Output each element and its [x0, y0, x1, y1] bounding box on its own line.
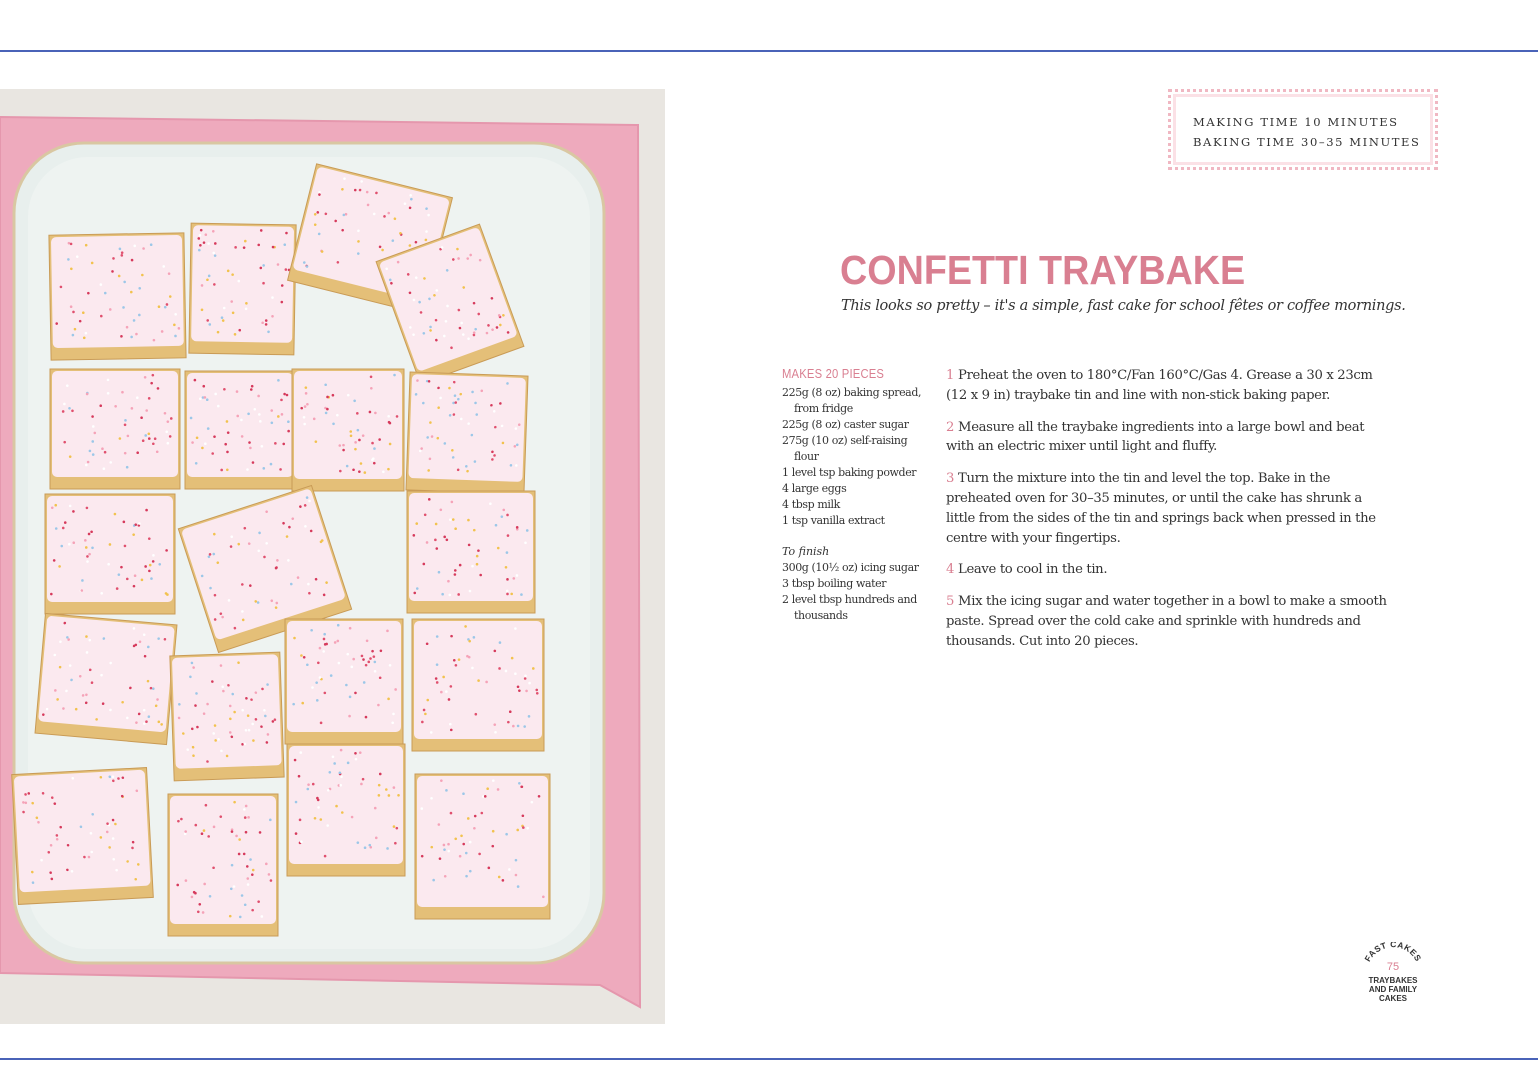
step-number: 5: [946, 594, 955, 610]
making-time: MAKING TIME 10 MINUTES: [1193, 115, 1399, 129]
ingredient-item: 4 tbsp milk: [782, 498, 840, 511]
cake-piece: [407, 491, 535, 613]
cake-piece: [415, 774, 550, 919]
step-text: Preheat the oven to 180°C/Fan 160°C/Gas 4. Grease a 30 x 23cm (12 x 9 in) traybake tin and line with non-stick baking paper.: [946, 368, 1373, 403]
page-number: 75: [1386, 961, 1400, 973]
to-finish-heading: To finish: [782, 545, 830, 558]
baking-time: BAKING TIME 30–35 MINUTES: [1193, 135, 1421, 149]
cake-piece: [168, 794, 278, 936]
top-rule: [0, 50, 1538, 52]
section-badge: [1360, 942, 1426, 1003]
section-label: TRAYBAKES AND FAMILY CAKES: [1368, 976, 1418, 1003]
ingredient-item: 4 large eggs: [782, 482, 847, 495]
method-step: [946, 469, 1391, 548]
step-number: 3: [946, 471, 955, 487]
cake-piece: [412, 619, 544, 751]
cake-piece: [406, 372, 528, 494]
finish-ingredient-list: [782, 560, 932, 624]
ingredient-item: 1 tsp vanilla extract: [782, 514, 885, 527]
method-step: [946, 366, 1391, 406]
ingredient-item: 2 level tbsp hundreds and thousands: [782, 593, 917, 622]
ingredient-list: [782, 385, 932, 529]
method-step: [946, 592, 1391, 651]
bottom-rule: [0, 1058, 1538, 1060]
ingredient-item: 3 tbsp boiling water: [782, 577, 887, 590]
ingredients-column: [782, 367, 932, 624]
badge-arc-text: FAST CAKES: [1362, 942, 1424, 964]
step-text: Leave to cool in the tin.: [958, 562, 1108, 578]
step-number: 4: [946, 562, 955, 578]
recipe-title: CONFETTI TRAYBAKE: [840, 247, 1246, 293]
cake-piece: [292, 369, 404, 491]
cake-piece: [45, 494, 175, 614]
step-number: 2: [946, 419, 955, 435]
ingredient-item: 300g (10½ oz) icing sugar: [782, 561, 919, 574]
ingredient-item: 225g (8 oz) baking spread, from fridge: [782, 386, 922, 415]
makes-label: MAKES 20 PIECES: [782, 367, 885, 381]
cake-piece: [285, 619, 403, 744]
step-number: 1: [946, 368, 955, 383]
ingredient-item: 1 level tsp baking powder: [782, 466, 917, 479]
ingredient-item: 225g (8 oz) caster sugar: [782, 418, 909, 431]
cake-piece: [50, 369, 180, 489]
method-step: [946, 418, 1391, 458]
method-column: [946, 366, 1391, 664]
method-step: [946, 560, 1391, 580]
cake-piece: [49, 233, 186, 360]
recipe-subtitle: This looks so pretty – it's a simple, fast cake for school fêtes or coffee mornings.: [841, 298, 1406, 314]
cake-piece: [189, 223, 296, 355]
timing-box: [1168, 89, 1438, 170]
step-text: Measure all the traybake ingredients into a large bowl and beat with an electric mixer until light and fluffy.: [946, 419, 1365, 455]
cake-photo: [0, 89, 665, 1024]
cake-piece: [170, 652, 284, 781]
step-text: Turn the mixture into the tin and level the top. Bake in the preheated oven for 30–35 minutes, or until the cake has shrunk a little from the sides of the tin and springs back when pressed in the centre with your fingertips.: [946, 471, 1376, 546]
cake-piece: [287, 744, 405, 876]
step-text: Mix the icing sugar and water together in a bowl to make a smooth paste. Spread over the cold cake and sprinkle with hundreds and thousands. Cut into 20 pieces.: [946, 594, 1387, 649]
cake-piece: [185, 371, 295, 489]
cake-piece: [12, 768, 154, 905]
ingredient-item: 275g (10 oz) self-raising flour: [782, 434, 908, 463]
cake-piece: [35, 613, 177, 744]
